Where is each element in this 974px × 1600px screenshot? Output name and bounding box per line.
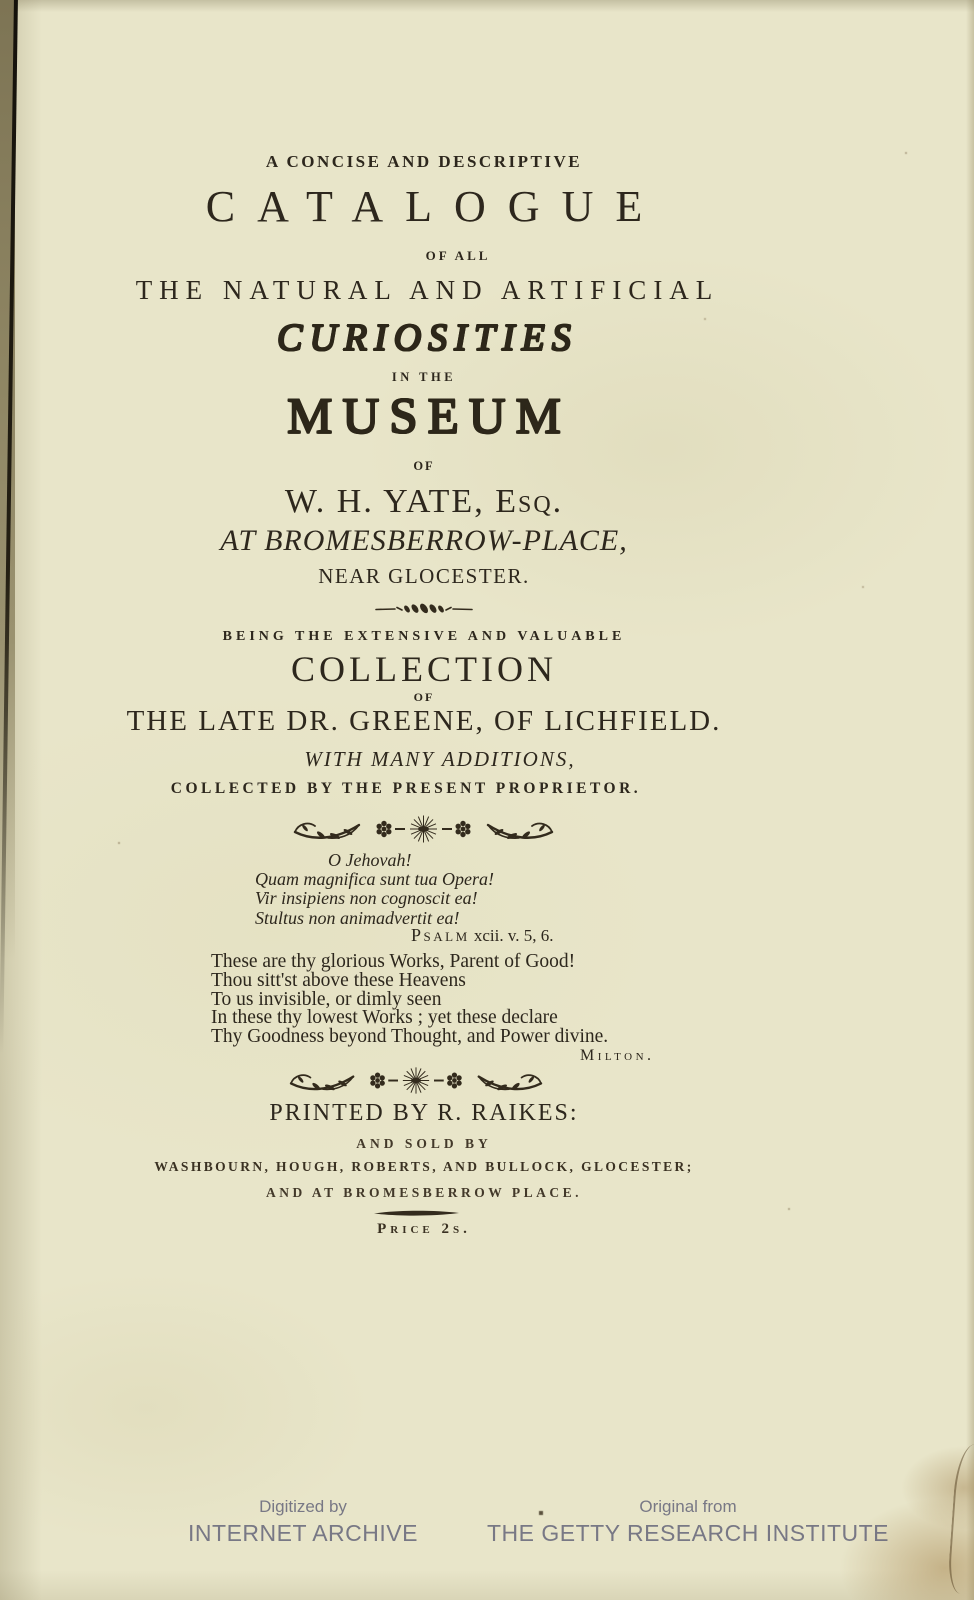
internet-archive-label: INTERNET ARCHIVE	[188, 1520, 418, 1546]
source-watermark	[478, 1497, 898, 1547]
of-line-2: OF	[413, 690, 435, 704]
sold-by-line: AND SOLD BY	[356, 1136, 492, 1151]
psalm-source: Psalm	[411, 925, 470, 945]
of-line-1: OF	[413, 459, 435, 473]
collection-title: COLLECTION	[291, 649, 557, 689]
owner-name: W. H. YATE, Esq.	[284, 483, 564, 520]
additions-line: WITH MANY ADDITIONS,	[304, 747, 576, 771]
english-verse	[211, 953, 608, 1047]
english-verse-line: To us invisible, or dimly seen	[211, 988, 442, 1010]
english-verse-line: Thou sitt'st above these Heavens	[211, 969, 466, 991]
and-at-line: AND AT BROMESBERROW PLACE.	[265, 1185, 583, 1200]
of-all-line: OF ALL	[425, 248, 491, 263]
latin-verse	[255, 851, 494, 928]
scope-line: THE NATURAL AND ARTIFICIAL	[135, 275, 720, 305]
latin-verse-line: Quam magnifica sunt tua Opera!	[255, 869, 494, 890]
torn-corner	[947, 1443, 974, 1595]
page-title: CATALOGUE	[205, 182, 665, 231]
collected-line: COLLECTED BY THE PRESENT PROPRIETOR.	[170, 780, 642, 797]
original-from-label: Original from	[639, 1497, 737, 1516]
english-verse-line: These are thy glorious Works, Parent of Good!	[211, 951, 576, 972]
english-verse-line: In these thy lowest Works ; yet these declare	[211, 1007, 558, 1029]
latin-verse-line: O Jehovah!	[328, 850, 412, 870]
floral-ornament	[291, 811, 556, 848]
series-kicker: A CONCISE AND DESCRIPTIVE	[265, 152, 583, 171]
in-the-line: IN THE	[391, 370, 457, 384]
digitized-by-label: Digitized by	[259, 1497, 347, 1516]
provenance-line: THE LATE DR. GREENE, OF LICHFIELD.	[126, 705, 722, 737]
price-line: Price 2s.	[377, 1221, 471, 1237]
english-verse-line: Thy Goodness beyond Thought, and Power divine.	[211, 1026, 609, 1048]
printer-line: PRINTED BY R. RAIKES:	[269, 1100, 579, 1126]
digitizer-watermark	[128, 1497, 478, 1547]
paper-flecks	[0, 0, 2, 2]
latin-verse-line: Stultus non animadvertit ea!	[255, 907, 460, 928]
being-line: BEING THE EXTENSIVE AND VALUABLE	[222, 629, 626, 644]
estate-name: AT BROMESBERROW-PLACE,	[220, 524, 628, 557]
psalm-attribution	[411, 925, 554, 946]
latin-verse-line: Vir insipiens non cognoscit ea!	[255, 888, 478, 909]
location-line: NEAR GLOCESTER.	[318, 564, 530, 588]
tapered-rule	[374, 1209, 460, 1218]
curiosities-title: CURIOSITIES	[277, 317, 578, 359]
squiggle-ornament	[374, 600, 474, 618]
getty-institute-label: THE GETTY RESEARCH INSTITUTE	[486, 1520, 890, 1546]
psalm-reference: xcii. v. 5, 6.	[473, 926, 554, 945]
floral-ornament	[286, 1063, 546, 1099]
milton-attribution: Milton.	[580, 1047, 655, 1064]
sellers-line: WASHBOURN, HOUGH, ROBERTS, AND BULLOCK, GLOCESTER;	[154, 1159, 694, 1174]
museum-title: MUSEUM	[287, 389, 571, 445]
